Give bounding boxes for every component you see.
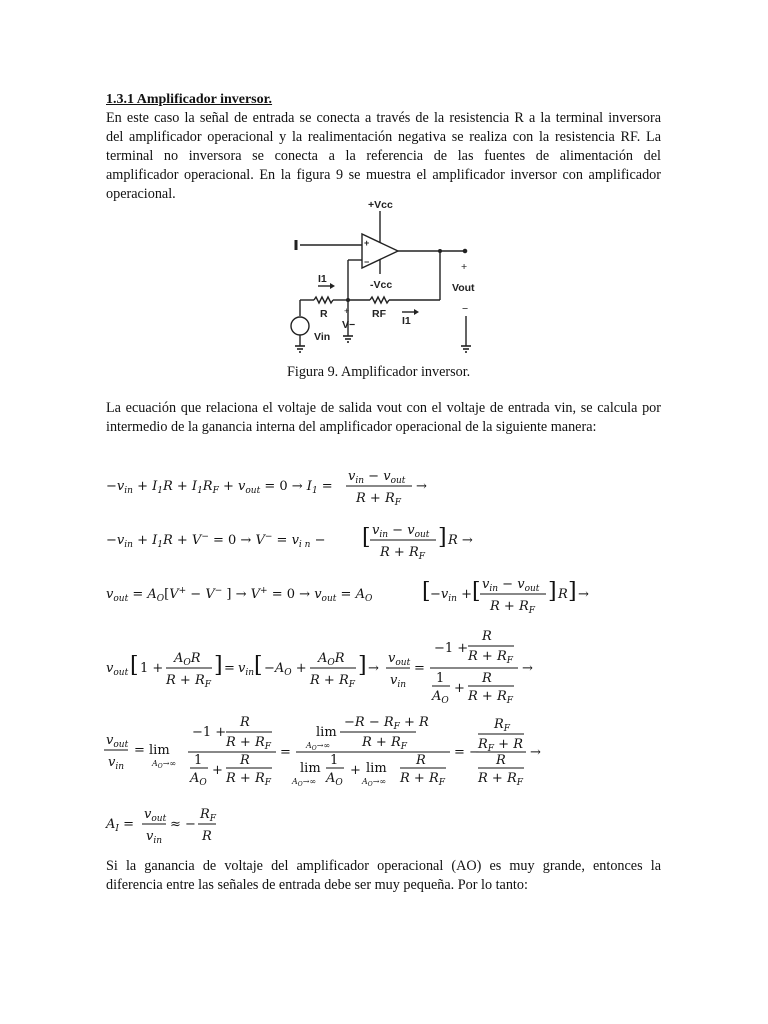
equation-6 [105,807,217,846]
equation-2 [106,523,473,562]
paragraph-line: Si la ganancia de voltaje del amplificador operacional (AO) es muy grande, entonces la [106,858,661,874]
svg-text:vin − vout: $v_{in} - v_{out}$ [372,523,430,540]
svg-text:R: R [558,587,568,602]
paragraph-equation-intro [106,399,661,437]
svg-text:R + RF: $R + R_F$ [226,735,271,752]
label-node-plus: + [344,306,350,316]
label-r: R [320,308,328,320]
svg-text:→: → [368,661,379,676]
svg-text:R: R [482,629,492,644]
svg-text:vin: $v_{in}$ [146,829,163,846]
label-vout: Vout [452,282,475,294]
svg-text:R + RF: $R + R_F$ [478,771,523,788]
label-vminus: V− [342,319,356,331]
svg-text:R + RF: $R + R_F$ [362,735,407,752]
svg-text:R + RF: $R + R_F$ [356,491,401,508]
label-vcc-neg: -Vcc [370,279,393,291]
svg-text:≈ −: ≈ − [170,817,196,832]
svg-text:[: [ [422,579,431,604]
paragraph-line: La ecuación que relaciona el voltaje de salida vout con el voltaje de entrada vin, se calcula por [106,400,661,416]
label-vout-minus: − [462,303,469,315]
svg-text:→: → [530,745,541,760]
svg-text:R + RF: $R + R_F$ [400,771,445,788]
svg-text:R: R [240,753,250,768]
label-i1-left: I1 [318,273,327,285]
svg-text:AOR: $A_OR$ [174,651,201,668]
section-heading: 1.3.1 Amplificador inversor. [106,92,273,107]
svg-text:R + RF: $R + R_F$ [468,689,513,706]
svg-text:AO: $A_O$ [190,771,207,788]
svg-text:vout: $v_{out}$ [106,661,129,678]
svg-text:]: ] [358,653,367,678]
svg-text:→: → [416,479,427,494]
svg-text:AO: $A_O$ [326,771,343,788]
svg-text:vin: $v_{in}$ [108,755,125,772]
svg-text:]: ] [568,579,577,604]
svg-text:→: → [522,661,533,676]
label-i1-right: I1 [402,315,411,327]
svg-text:lim: lim [366,761,387,776]
paragraph-line: terminal no inversora se conecta a la referencia de las fuentes de alimentación del [106,148,661,164]
inverting-amplifier-circuit [290,196,490,358]
svg-text:[: [ [130,653,139,678]
svg-text:1 +: 1 + [140,661,164,676]
svg-text:R →: R → [448,533,473,548]
svg-text:AOR: $A_OR$ [318,651,345,668]
svg-text:=: = [280,745,291,760]
svg-text:vout: $v_{out}$ [144,807,167,824]
paragraph-line: intermedio de la ganancia interna del amplificador operacional de la siguiente manera: [106,419,597,435]
svg-text:RF: $R_F$ [200,807,217,824]
svg-text:1: 1 [194,753,203,768]
svg-text:AO: $A_O$ [432,689,449,706]
svg-text:R + RF: $R + R_F$ [468,649,513,666]
paragraph-intro [106,109,661,204]
svg-text:vin − vout: $v_{in} - v_{out}$ [482,577,540,594]
svg-text:= lim: = lim [134,743,170,758]
svg-text:1: 1 [436,671,445,686]
svg-text:R + RF: $R + R_F$ [166,673,211,690]
svg-text:vout: $v_{out}$ [388,651,411,668]
svg-text:lim: lim [300,761,321,776]
paragraph-conclusion [106,857,661,895]
label-rf: RF [372,308,386,320]
label-opamp-minus: − [364,257,370,267]
label-opamp-plus: + [364,238,370,248]
svg-text:→: → [578,587,589,602]
paragraph-line: amplificador operacional. En la figura 9 se muestra el amplificador inversor con amplificador [106,167,661,183]
svg-text:]: ] [548,579,557,604]
svg-text:−vin +: $-v_{in}$ + [430,587,472,604]
svg-text:=: = [414,661,425,676]
svg-text:vin − vout: $v_{in} - v_{out}$ [348,469,406,486]
label-vout-plus: + [461,261,468,273]
paragraph-line: diferencia entre las señales de entrada debe ser muy pequeña. Por lo tanto: [106,877,528,893]
svg-text:R: R [202,829,212,844]
equation-4 [106,629,533,706]
svg-text:R + RF: $R + R_F$ [490,599,535,616]
svg-text:+: + [212,763,223,778]
svg-text:AO→∞: $A_O\to\infty$ [152,759,177,770]
equation-1 [106,469,427,508]
paragraph-line: operacional. [106,186,176,202]
svg-text:−1 +: −1 + [192,725,227,740]
svg-text:RF + R: $R_F + R$ [478,737,523,754]
equation-5 [104,715,541,788]
svg-text:AO→∞: $A_O\to\infty$ [306,741,331,752]
svg-text:=: = [224,661,235,676]
svg-text:AO→∞: $A_O\to\infty$ [362,777,387,788]
svg-text:R: R [416,753,426,768]
svg-text:R: R [496,753,506,768]
svg-text:R + RF: $R + R_F$ [226,771,271,788]
svg-text:−1 +: −1 + [434,641,469,656]
svg-text:]: ] [214,653,223,678]
svg-text:−vin + I1R + I1RF + vout = 0 →: $-v_{in} + I_1R + I_1R_F + v_{out} = 0 \to I_1$ = [106,479,333,496]
paragraph-line: del amplificador operacional y la realimentación negativa se realiza con la resistencia RF. La [106,129,661,145]
svg-text:vout: $v_{out}$ [106,733,129,750]
svg-text:R + RF: $R + R_F$ [380,545,425,562]
equation-block [100,460,660,846]
svg-text:= −: = − [454,745,480,760]
svg-text:1: 1 [330,753,339,768]
figure-caption: Figura 9. Amplificador inversor. [287,364,471,380]
svg-text:lim: lim [316,725,337,740]
label-vin: Vin [314,331,331,343]
svg-text:+: + [454,681,465,696]
svg-text:R: R [240,715,250,730]
svg-text:RF: $R_F$ [494,717,511,734]
svg-text:R: R [482,671,492,686]
label-vcc-pos: +Vcc [368,199,393,211]
svg-text:]: ] [438,525,447,550]
svg-text:[: [ [254,653,263,678]
paragraph-line: En este caso la señal de entrada se conecta a través de la resistencia R a la terminal inversora [106,110,661,126]
svg-text:vin: $v_{in}$ [238,661,255,678]
svg-text:−R − RF + R: $-R - R_F + R$ [344,715,429,732]
svg-text:+: + [350,763,361,778]
svg-text:R + RF: $R + R_F$ [310,673,355,690]
svg-text:vout = AO[V+ − V− ] → V+ =: $v_{out} = A_O[V^+ - V^-$ ] → $V^+ = 0 \to v_{out} = A_O$ [106,586,373,604]
svg-text:[: [ [362,525,371,550]
equation-3 [106,577,589,616]
svg-text:[: [ [472,579,481,604]
svg-text:−AO +: $-A_O$ + [264,661,307,678]
svg-text:AO→∞: $A_O\to\infty$ [292,777,317,788]
svg-text:−vin + I1R + V− = 0 → V− =: $-v_{in} + I_1R + V^- = 0 \to V^- = v_{i n}$ − [106,532,326,550]
svg-text:vin: $v_{in}$ [390,673,407,690]
svg-text:AI =: $A_I$ = [106,817,134,834]
